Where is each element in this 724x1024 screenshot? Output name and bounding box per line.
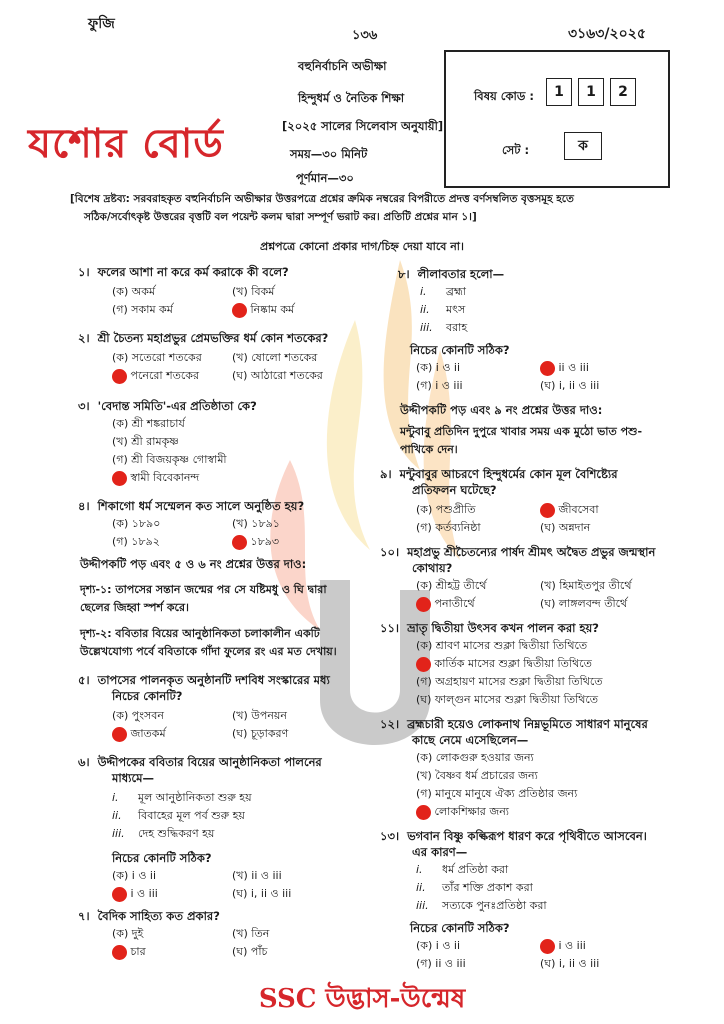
footer-brand: SSC উদ্ভাস-উন্মেষ [258, 984, 466, 1014]
question-12: ১২। ব্রহ্মচারী হয়েও লোকনাথ নিম্নভূমিতে সাধারণ মানুষের [380, 717, 648, 731]
answer-dot [112, 471, 127, 486]
option-4c: (গ) ১৮৯২ [112, 535, 160, 548]
question-12-line2: কাছে নেমে এসেছিলেন— [412, 733, 529, 747]
statement-8-ii-text: মৎস [446, 303, 466, 316]
option-8a: (ক) i ও ii [416, 361, 461, 374]
statement-8-iii: iii. [420, 321, 433, 334]
stem-5-6-scene1a: দৃশ্য-১: তাপসের সন্তান জন্মের পর সে যষ্টিমধু ও ঘি দ্বারা [80, 583, 327, 596]
stem-9-line2: পাখিকে দেন। [400, 443, 458, 456]
option-5a: (ক) পুংসবন [112, 709, 164, 722]
option-13b: i ও iii [540, 938, 586, 954]
answer-dot [112, 727, 127, 742]
statement-13-iii: iii. [416, 899, 429, 912]
special-note-line2: সঠিক/সর্বোৎকৃষ্ট উত্তরের বৃত্তটি বল পয়েন্ট কলম দ্বারা সম্পূর্ণ ভরাট কর। প্রতিটি প্রশ্নের মান ১।] [84, 211, 477, 223]
question-5-line2: নিচের কোনটি? [112, 689, 183, 703]
statement-6-iii: iii. [112, 827, 125, 840]
subject-code-label: বিষয় কোড : [474, 89, 534, 103]
special-note-label: [বিশেষ দ্রষ্টব্য: [70, 193, 130, 205]
question-8: ৮। লীলাবতার হলো— [398, 267, 505, 281]
option-3d: স্বামী বিবেকানন্দ [112, 470, 199, 486]
statement-6-ii: ii. [112, 809, 122, 822]
special-note-line1: সরবরাহকৃত বহুনির্বাচনি অভীক্ষার উত্তরপত্রে প্রশ্নের ক্রমিক নম্বরের বিপরীতে প্রদত্ত বর্ণসম্বলিত বৃত্তসমূহ হতে [133, 193, 574, 205]
option-4a: (ক) ১৮৯০ [112, 517, 161, 530]
answer-dot [232, 303, 247, 318]
answer-dot [416, 597, 431, 612]
answer-dot [540, 939, 555, 954]
option-9a: (ক) পশুপ্রীতি [416, 503, 476, 516]
question-1: ১। ফলের আশা না করে কর্ম করাকে কী বলে? [78, 265, 289, 279]
question-6: ৬। উদ্দীপকের ববিতার বিয়ের আনুষ্ঠানিকতা পালনের [78, 755, 322, 769]
option-12d: লোকশিক্ষার জন্য [416, 804, 509, 820]
option-12a: (ক) লোকগুরু হওয়ার জন্য [416, 751, 534, 764]
option-13c: (গ) ii ও iii [416, 957, 466, 970]
option-10c: পনাতীর্থে [416, 596, 475, 612]
statement-13-i: i. [416, 863, 423, 876]
option-11c: (গ) অগ্রহায়ণ মাসের শুক্লা দ্বিতীয়া তিথিতে [416, 675, 603, 688]
option-11a: (ক) শ্রাবণ মাসের শুক্লা দ্বিতীয়া তিথিতে [416, 639, 588, 652]
option-2d: (ঘ) আঠারো শতকের [232, 369, 323, 382]
set-value: ক [564, 132, 602, 160]
question-5: ৫। তাপসের পালনকৃত অনুষ্ঠানটি দশবিধ সংস্কারের মধ্য [78, 673, 330, 687]
stem-5-6-scene2a: দৃশ্য-২: ববিতার বিয়ের আনুষ্ঠানিকতা চলাকালীন একটি [80, 627, 320, 640]
option-6c: i ও iii [112, 886, 158, 902]
question-3: ৩। 'বেদান্ত সমিতি'-এর প্রতিষ্ঠাতা কে? [78, 399, 257, 413]
option-8b: ii ও iii [540, 360, 589, 376]
option-13d: (ঘ) i, ii ও iii [540, 957, 600, 970]
subject-code-digit: 1 [578, 78, 604, 106]
option-7a: (ক) দুই [112, 927, 144, 940]
option-3b: (খ) শ্রী রামকৃষ্ণ [112, 435, 179, 448]
header-top-left: ফুজি [88, 16, 115, 32]
option-9d: (ঘ) অন্নদান [540, 521, 591, 534]
special-note [70, 190, 676, 226]
question-13: ১৩। ভগবান বিষ্ণু কল্কিরূপ ধারণ করে পৃথিবীতে আসবেন। [380, 829, 647, 843]
option-3a: (ক) শ্রী শঙ্করাচার্য [112, 417, 185, 430]
exam-syllabus: [২০২৫ সালের সিলেবাস অনুযায়ী] [282, 119, 444, 133]
option-7c: চার [112, 944, 146, 960]
option-10a: (ক) শ্রীহট্ট তীর্থে [416, 579, 487, 592]
statement-13-ii-text: তাঁর শক্তি প্রকাশ করা [442, 881, 533, 894]
option-13a: (ক) i ও ii [416, 939, 461, 952]
option-1b: (খ) বিকর্ম [232, 285, 275, 298]
option-7d: (ঘ) পাঁচ [232, 945, 268, 958]
statement-8-iii-text: বরাহ [446, 321, 468, 334]
subject-code-box [444, 50, 670, 188]
option-6b: (খ) ii ও iii [232, 869, 282, 882]
exam-subject: হিন্দুধর্ম ও নৈতিক শিক্ষা [298, 91, 405, 105]
statement-13-i-text: ধর্ম প্রতিষ্ঠা করা [442, 863, 509, 876]
statement-13-ii: ii. [416, 881, 426, 894]
option-6d: (ঘ) i, ii ও iii [232, 887, 292, 900]
option-8c: (গ) i ও iii [416, 379, 463, 392]
stem-5-6-scene1b: ছেলের জিহ্বা স্পর্শ করে। [80, 601, 189, 614]
page-number: ১৩৬ [352, 28, 378, 43]
option-9c: (গ) কর্তব্যনিষ্ঠা [416, 521, 481, 534]
question-9: ৯। মন্টুবাবুর আচরণে হিন্দুধর্মের কোন মূল বৈশিষ্ট্যের [380, 467, 618, 481]
option-6a: (ক) i ও ii [112, 869, 157, 882]
option-1d: নিষ্কাম কর্ম [232, 302, 294, 318]
option-10d: (ঘ) লাঙ্গলবন্দ তীর্থে [540, 597, 628, 610]
option-1a: (ক) অকর্ম [112, 285, 156, 298]
option-5d: (ঘ) চূড়াকরণ [232, 727, 289, 740]
stem-5-6-title: উদ্দীপকটি পড় এবং ৫ ও ৬ নং প্রশ্নের উত্তর দাও: [80, 557, 307, 571]
code-number: ৩১৬৩/২০২৫ [568, 26, 646, 42]
question-9-line2: প্রতিফলন ঘটেছে? [412, 483, 497, 497]
question-13-line2: এর কারণ— [412, 845, 468, 859]
answer-dot [540, 361, 555, 376]
stem-5-6-scene2b: উল্লেখযোগ্য পর্বে ববিতাকে গাঁদা ফুলের রং এর মত দেখায়। [80, 645, 337, 658]
answer-dot [112, 945, 127, 960]
option-1c: (গ) সকাম কর্ম [112, 303, 173, 316]
option-8d: (ঘ) i, ii ও iii [540, 379, 600, 392]
answer-dot [112, 369, 127, 384]
subject-code-digit: 1 [546, 78, 572, 106]
exam-type: বহুনির্বাচনি অভীক্ষা [298, 59, 387, 73]
option-11b: কার্তিক মাসের শুক্লা দ্বিতীয়া তিথিতে [416, 656, 592, 672]
option-12b: (খ) বৈষ্ণব ধর্ম প্রচারের জন্য [416, 769, 538, 782]
option-9b: জীবসেবা [540, 502, 599, 518]
answer-dot [112, 887, 127, 902]
option-5b: (খ) উপনয়ন [232, 709, 287, 722]
option-2b: (খ) ষোলো শতকের [232, 351, 318, 364]
question-4: ৪। শিকাগো ধর্ম সম্মেলন কত সালে অনুষ্ঠিত হয়? [78, 499, 305, 513]
option-12c: (গ) মানুষে মানুষে ঐক্য প্রতিষ্ঠার জন্য [416, 787, 578, 800]
exam-marks: পূর্ণমান—৩০ [296, 171, 354, 185]
statement-6-i-text: মূল আনুষ্ঠানিকতা শুরু হয় [138, 791, 252, 804]
instruction-note: প্রশ্নপত্রে কোনো প্রকার দাগ/চিহ্ন দেয়া যাবে না। [260, 240, 464, 253]
question-11: ১১। ভ্রাতৃ দ্বিতীয়া উৎসব কখন পালন করা হয়? [380, 621, 599, 635]
board-title: যশোর বোর্ড [28, 120, 224, 167]
option-10b: (খ) হিমাইতপুর তীর্থে [540, 579, 632, 592]
statement-13-iii-text: সত্যকে পুনঃপ্রতিষ্ঠা করা [442, 899, 547, 912]
question-6-line2: মাধ্যমে— [112, 771, 155, 785]
answer-dot [416, 805, 431, 820]
statement-8-i: i. [420, 285, 427, 298]
statement-8-ii: ii. [420, 303, 430, 316]
question-13-ask: নিচের কোনটি সঠিক? [410, 921, 510, 935]
question-8-ask: নিচের কোনটি সঠিক? [410, 343, 510, 357]
statement-8-i-text: ব্রহ্মা [446, 285, 466, 298]
question-10: ১০। মহাপ্রভু শ্রীচৈতন্যের পার্ষদ শ্রীমৎ অদ্বৈত প্রভুর জন্মস্থান [380, 545, 656, 559]
question-7: ৭। বৈদিক সাহিত্য কত প্রকার? [78, 909, 220, 923]
statement-6-ii-text: বিবাহের মূল পর্ব শুরু হয় [138, 809, 245, 822]
option-7b: (খ) তিন [232, 927, 270, 940]
stem-9-line1: মন্টুবাবু প্রতিদিন দুপুরে খাবার সময় এক মুঠো ভাত পশু- [400, 425, 643, 438]
question-2: ২। শ্রী চৈতন্য মহাপ্রভুর প্রেমভক্তির ধর্ম কোন শতকের? [78, 331, 329, 345]
option-11d: (ঘ) ফাল্গুন মাসের শুক্লা দ্বিতীয়া তিথিতে [416, 693, 599, 706]
option-2a: (ক) সতেরো শতকের [112, 351, 202, 364]
option-4b: (খ) ১৮৯১ [232, 517, 280, 530]
statement-6-i: i. [112, 791, 119, 804]
answer-dot [416, 657, 431, 672]
option-3c: (গ) শ্রী বিজয়কৃষ্ণ গোস্বামী [112, 453, 227, 466]
set-label: সেট : [502, 143, 530, 157]
answer-dot [232, 535, 247, 550]
option-5c: জাতকর্ম [112, 726, 166, 742]
answer-dot [540, 503, 555, 518]
question-10-line2: কোথায়? [412, 561, 453, 575]
stem-9-title: উদ্দীপকটি পড় এবং ৯ নং প্রশ্নের উত্তর দাও: [400, 403, 603, 417]
statement-6-iii-text: দেহ শুদ্ধিকরণ হয় [138, 827, 215, 840]
subject-code-digit: 2 [610, 78, 636, 106]
option-2c: পনেরো শতকের [112, 368, 199, 384]
option-4d: ১৮৯৩ [232, 534, 279, 550]
exam-time: সময়—৩০ মিনিট [290, 147, 368, 161]
question-6-ask: নিচের কোনটি সঠিক? [112, 851, 212, 865]
